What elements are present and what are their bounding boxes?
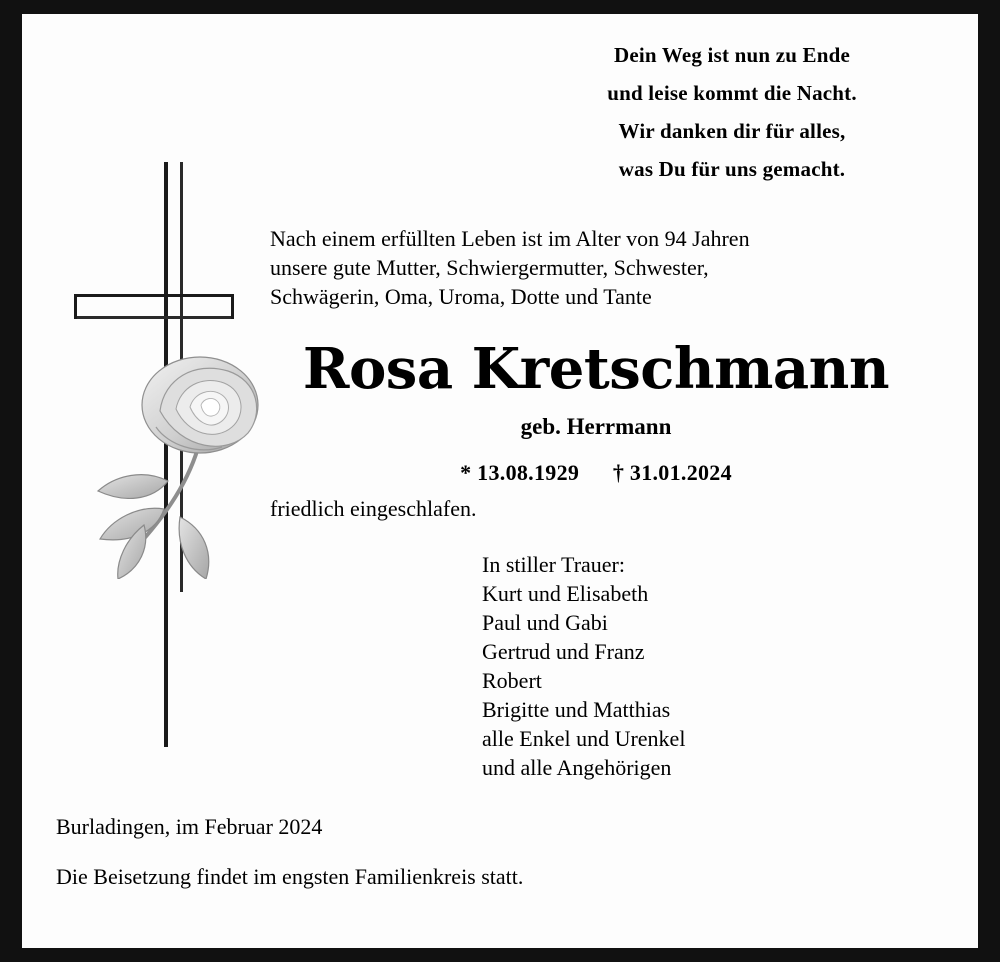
list-item: Robert bbox=[482, 668, 542, 693]
poem-line-4: was Du für uns gemacht. bbox=[618, 157, 846, 181]
life-dates bbox=[270, 460, 922, 486]
intro-line-3: Schwägerin, Oma, Uroma, Dotte und Tante bbox=[270, 284, 652, 309]
deceased-maiden-name: geb. Herrmann bbox=[520, 414, 672, 439]
list-item: Paul und Gabi bbox=[482, 610, 608, 635]
poem-line-1: Dein Weg ist nun zu Ende bbox=[613, 43, 851, 67]
cross-crossbar-left-cap bbox=[74, 294, 77, 319]
intro-line-2: unsere gute Mutter, Schwiergermutter, Schwester, bbox=[270, 255, 709, 280]
list-item: alle Enkel und Urenkel bbox=[482, 726, 686, 751]
mourners-block bbox=[482, 550, 922, 782]
birth-date: * 13.08.1929 bbox=[460, 460, 580, 485]
poem-line-3: Wir danken dir für alles, bbox=[618, 119, 846, 143]
passing-note: friedlich eingeschlafen. bbox=[270, 496, 477, 521]
obituary-inner bbox=[22, 14, 978, 948]
mourners-heading: In stiller Trauer: bbox=[482, 552, 625, 577]
death-date: † 31.01.2024 bbox=[612, 460, 732, 485]
cross-crossbar-right-cap bbox=[231, 294, 234, 319]
intro-line-1: Nach einem erfüllten Leben ist im Alter von 94 Jahren bbox=[270, 226, 750, 251]
cross-crossbar bbox=[74, 294, 234, 297]
poem-block bbox=[502, 36, 962, 188]
deceased-name: Rosa Kretschmann bbox=[302, 336, 890, 402]
list-item: Brigitte und Matthias bbox=[482, 697, 671, 722]
place-and-date: Burladingen, im Februar 2024 bbox=[56, 814, 323, 839]
list-item: Gertrud und Franz bbox=[482, 639, 645, 664]
rose-icon bbox=[72, 349, 292, 579]
list-item: Kurt und Elisabeth bbox=[482, 581, 649, 606]
list-item: und alle Angehörigen bbox=[482, 755, 672, 780]
burial-note: Die Beisetzung findet im engsten Familienkreis statt. bbox=[56, 864, 524, 889]
intro-text bbox=[270, 224, 922, 311]
cross-crossbar-shadow bbox=[74, 316, 234, 319]
poem-line-2: und leise kommt die Nacht. bbox=[607, 81, 857, 105]
